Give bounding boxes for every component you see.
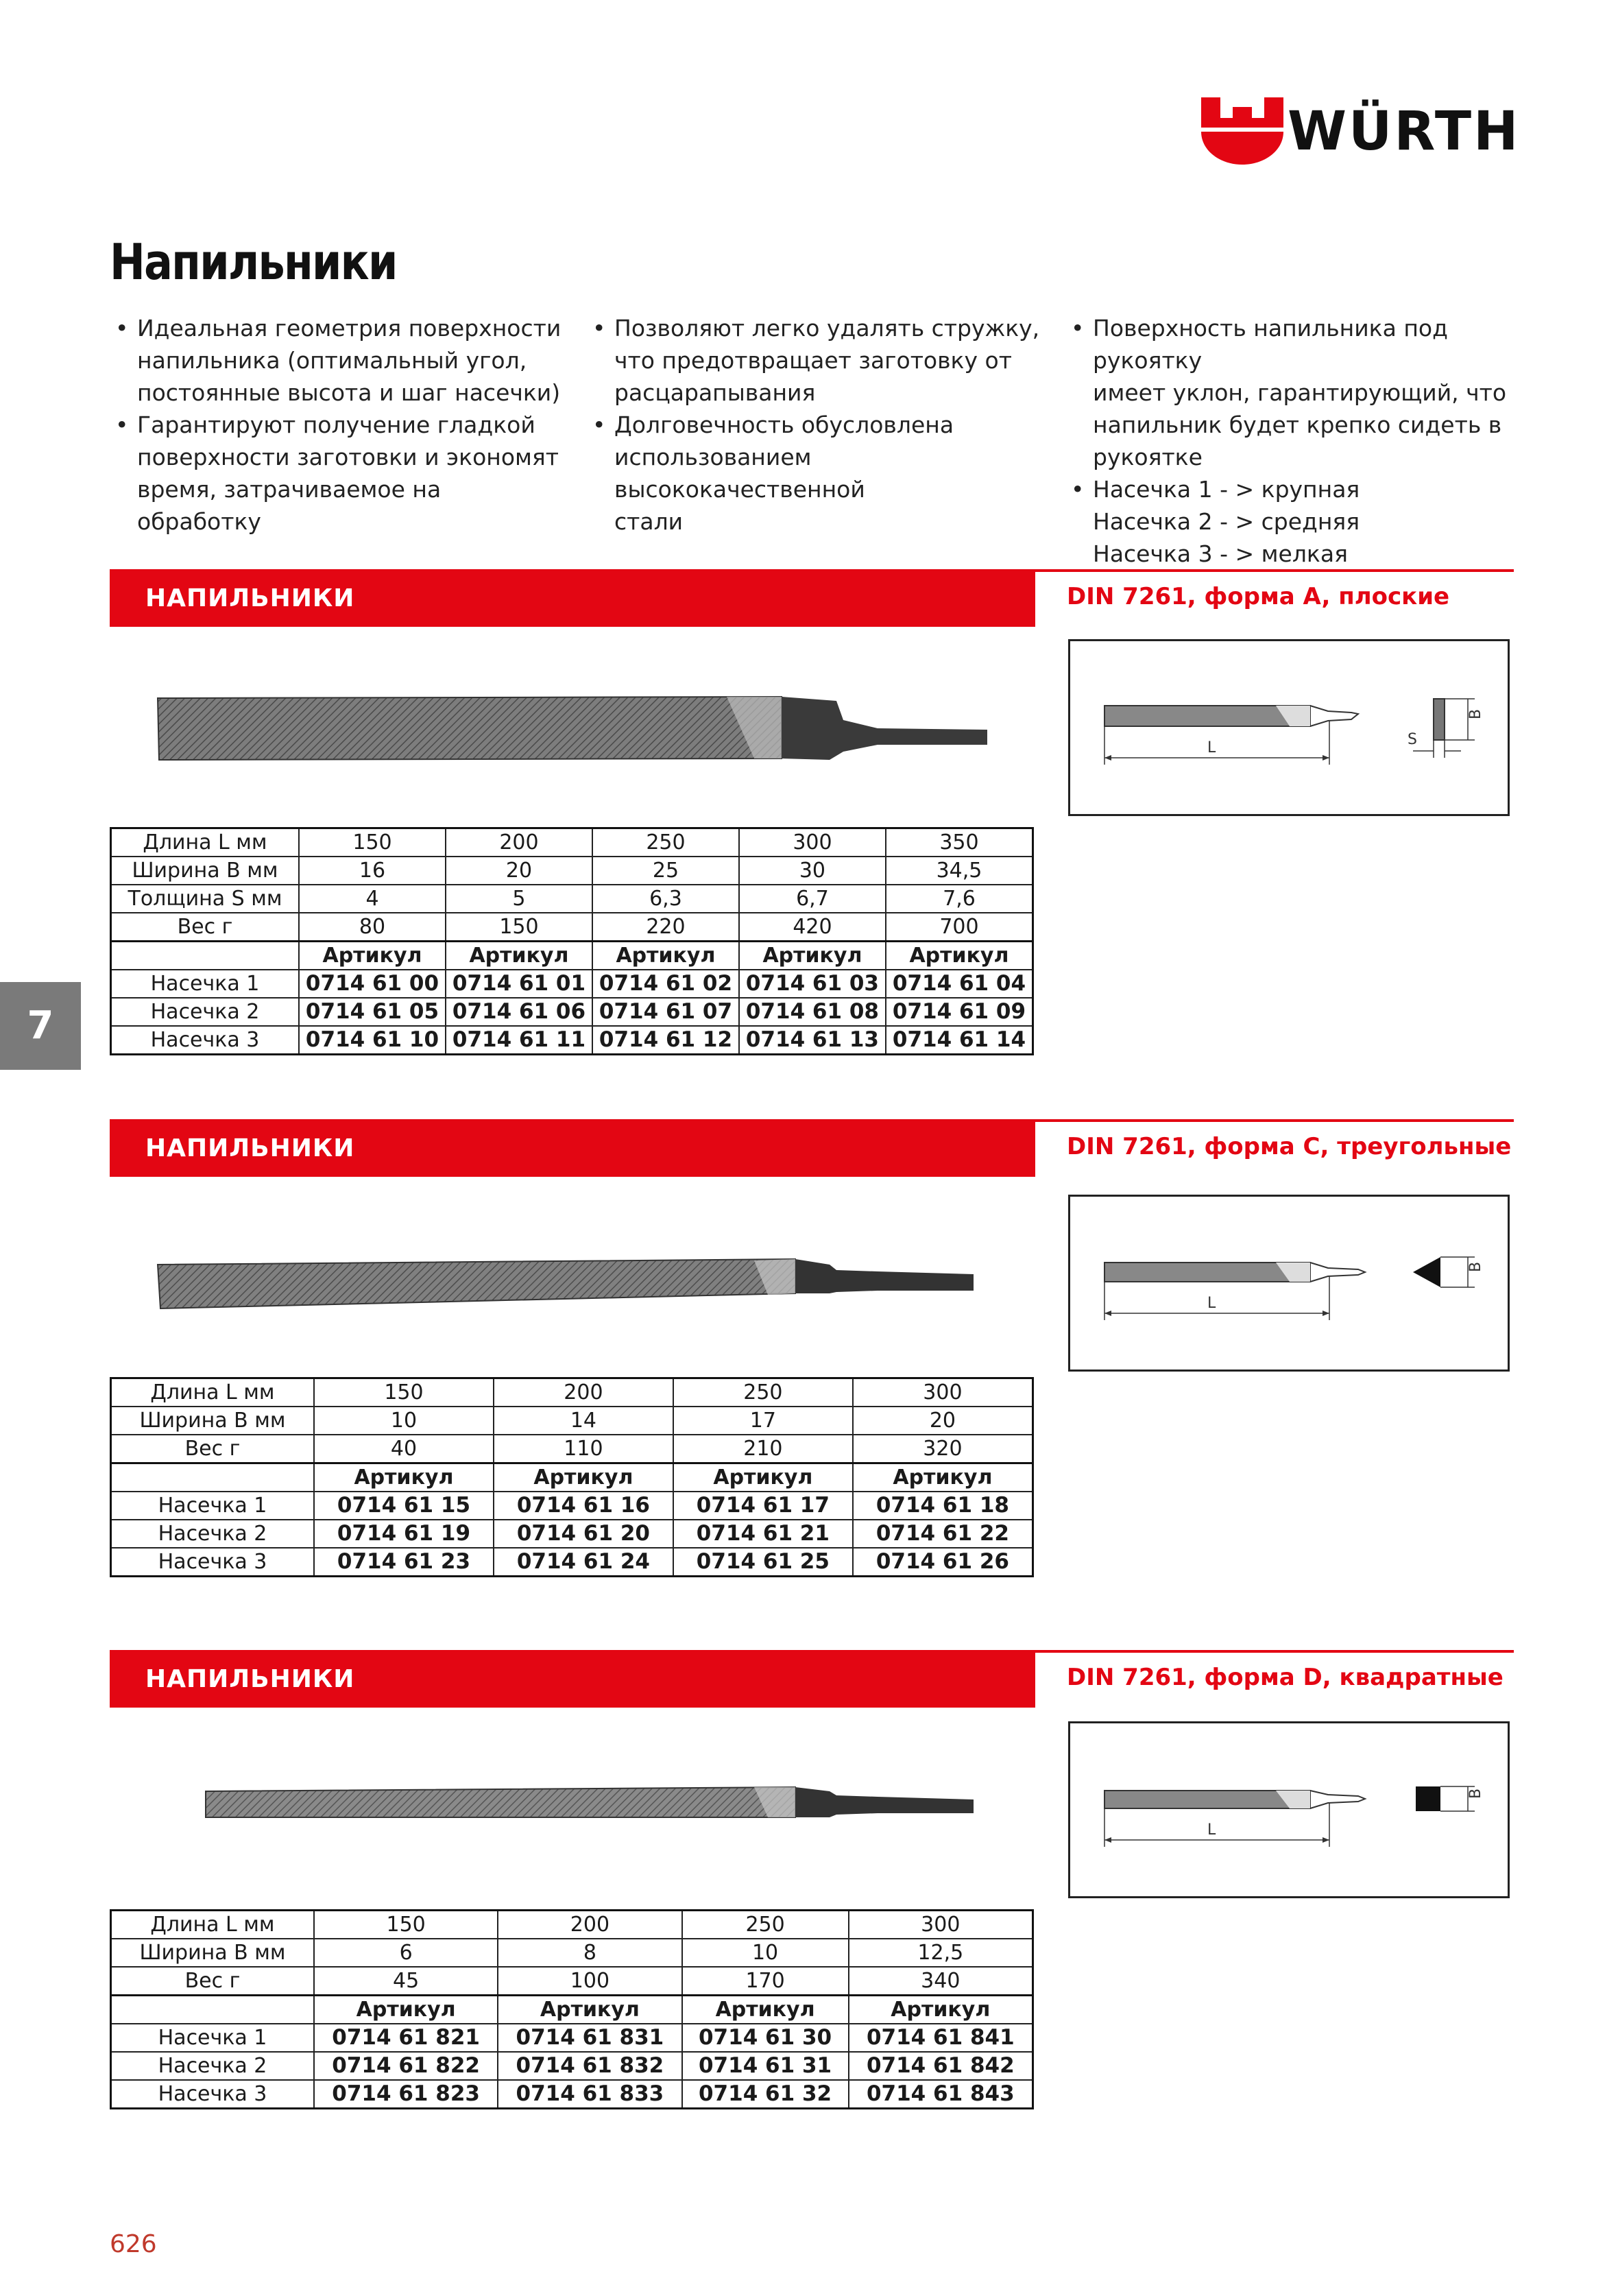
square-file-diagram-drawing bbox=[1070, 1723, 1508, 1896]
spec-value: 320 bbox=[853, 1435, 1033, 1463]
article-code: 0714 61 31 bbox=[682, 2052, 849, 2080]
article-code: 0714 61 14 bbox=[886, 1026, 1033, 1055]
intro-bullet: • Идеальная геометрия поверхности bbox=[115, 312, 568, 344]
intro-column-1 bbox=[115, 312, 568, 538]
spec-value: 7,6 bbox=[886, 885, 1033, 913]
spec-value: 12,5 bbox=[849, 1939, 1033, 1967]
row-label: Вес г bbox=[111, 913, 300, 942]
article-code: 0714 61 32 bbox=[682, 2080, 849, 2109]
article-code: 0714 61 823 bbox=[314, 2080, 498, 2109]
length-label: L bbox=[1207, 1821, 1216, 1839]
row-label: Длина L мм bbox=[111, 1378, 315, 1407]
flat-file-diagram bbox=[1068, 639, 1510, 816]
section-norm: DIN 7261, форма D, квадратные bbox=[1067, 1664, 1504, 1691]
spec-value: 25 bbox=[592, 857, 739, 885]
spec-value: 14 bbox=[494, 1407, 673, 1435]
table-row bbox=[111, 1492, 1033, 1520]
row-label-empty bbox=[111, 1463, 315, 1492]
spec-value: 700 bbox=[886, 913, 1033, 942]
spec-value: 5 bbox=[446, 885, 592, 913]
triangular-files-table bbox=[110, 1377, 1034, 1577]
article-code: 0714 61 13 bbox=[739, 1026, 886, 1055]
intro-bullet-continuation: расцарапывания bbox=[614, 379, 816, 406]
article-code: 0714 61 20 bbox=[494, 1520, 673, 1548]
row-label: Насечка 2 bbox=[111, 2052, 315, 2080]
article-code: 0714 61 02 bbox=[592, 970, 739, 998]
article-code: 0714 61 11 bbox=[446, 1026, 592, 1055]
spec-value: 20 bbox=[446, 857, 592, 885]
article-code: 0714 61 04 bbox=[886, 970, 1033, 998]
spec-value: 300 bbox=[853, 1378, 1033, 1407]
article-header: Артикул bbox=[886, 942, 1033, 970]
chapter-tab bbox=[0, 982, 81, 1070]
spec-value: 4 bbox=[299, 885, 446, 913]
square-files-table bbox=[110, 1909, 1034, 2109]
spec-value: 20 bbox=[853, 1407, 1033, 1435]
section-bar-label: НАПИЛЬНИКИ bbox=[145, 584, 355, 612]
row-label: Насечка 3 bbox=[111, 1026, 300, 1055]
section-bar bbox=[110, 1650, 1035, 1708]
chapter-tab-number: 7 bbox=[27, 1003, 54, 1048]
spec-value: 16 bbox=[299, 857, 446, 885]
spec-value: 300 bbox=[739, 828, 886, 857]
table-row bbox=[111, 828, 1033, 857]
wurth-logo-text: WÜRTH bbox=[1288, 101, 1521, 163]
square-file-photo bbox=[151, 1746, 1042, 1876]
table-row bbox=[111, 857, 1033, 885]
intro-bullet-continuation: стали bbox=[614, 508, 684, 535]
table-row bbox=[111, 970, 1033, 998]
article-code: 0714 61 821 bbox=[314, 2024, 498, 2052]
article-code: 0714 61 12 bbox=[592, 1026, 739, 1055]
spec-value: 420 bbox=[739, 913, 886, 942]
article-code: 0714 61 16 bbox=[494, 1492, 673, 1520]
triangular-file-photo bbox=[151, 1222, 1042, 1352]
triangular-file-diagram-drawing bbox=[1070, 1197, 1508, 1370]
row-label: Насечка 1 bbox=[111, 970, 300, 998]
intro-bullet-continuation: напильника (оптимальный угол, bbox=[137, 347, 527, 374]
table-row bbox=[111, 1407, 1033, 1435]
article-code: 0714 61 833 bbox=[498, 2080, 681, 2109]
article-code: 0714 61 26 bbox=[853, 1548, 1033, 1577]
intro-bullet-continuation: использованием высококачественной bbox=[614, 444, 865, 503]
table-row bbox=[111, 998, 1033, 1026]
triangular-file-diagram bbox=[1068, 1195, 1510, 1372]
row-label: Ширина B мм bbox=[111, 857, 300, 885]
spec-value: 45 bbox=[314, 1967, 498, 1996]
article-code: 0714 61 07 bbox=[592, 998, 739, 1026]
article-code: 0714 61 822 bbox=[314, 2052, 498, 2080]
article-code: 0714 61 21 bbox=[673, 1520, 853, 1548]
article-code: 0714 61 18 bbox=[853, 1492, 1033, 1520]
article-header: Артикул bbox=[592, 942, 739, 970]
article-header: Артикул bbox=[446, 942, 592, 970]
spec-value: 150 bbox=[314, 1378, 494, 1407]
row-label: Вес г bbox=[111, 1435, 315, 1463]
intro-bullet: • Гарантируют получение гладкой bbox=[115, 409, 568, 441]
table-row bbox=[111, 2080, 1033, 2109]
table-row bbox=[111, 1939, 1033, 1967]
square-file-diagram bbox=[1068, 1721, 1510, 1898]
spec-value: 250 bbox=[673, 1378, 853, 1407]
intro-bullet-continuation: время, затрачиваемое на обработку bbox=[137, 476, 442, 535]
spec-value: 10 bbox=[682, 1939, 849, 1967]
article-header: Артикул bbox=[673, 1463, 853, 1492]
row-label: Вес г bbox=[111, 1967, 315, 1996]
spec-value: 170 bbox=[682, 1967, 849, 1996]
row-label: Насечка 2 bbox=[111, 1520, 315, 1548]
intro-bullet-continuation: что предотвращает заготовку от bbox=[614, 347, 1012, 374]
section-rule bbox=[1035, 1650, 1514, 1653]
section-bar-label: НАПИЛЬНИКИ bbox=[145, 1134, 355, 1162]
row-label: Насечка 2 bbox=[111, 998, 300, 1026]
section-norm: DIN 7261, форма C, треугольные bbox=[1067, 1133, 1512, 1160]
flat-file-diagram-drawing bbox=[1070, 641, 1508, 814]
width-label: B bbox=[1467, 1788, 1484, 1799]
spec-value: 150 bbox=[446, 913, 592, 942]
article-code: 0714 61 03 bbox=[739, 970, 886, 998]
section-bar bbox=[110, 569, 1035, 627]
article-code: 0714 61 25 bbox=[673, 1548, 853, 1577]
article-code: 0714 61 22 bbox=[853, 1520, 1033, 1548]
article-code: 0714 61 30 bbox=[682, 2024, 849, 2052]
spec-value: 10 bbox=[314, 1407, 494, 1435]
row-label: Насечка 1 bbox=[111, 2024, 315, 2052]
spec-value: 34,5 bbox=[886, 857, 1033, 885]
intro-bullet: • Долговечность обусловлена bbox=[592, 409, 1059, 441]
spec-value: 340 bbox=[849, 1967, 1033, 1996]
row-label-empty bbox=[111, 942, 300, 970]
article-code: 0714 61 24 bbox=[494, 1548, 673, 1577]
article-header: Артикул bbox=[498, 1996, 681, 2024]
width-label: B bbox=[1467, 1261, 1484, 1272]
spec-value: 300 bbox=[849, 1911, 1033, 1939]
thickness-label: S bbox=[1408, 731, 1417, 748]
spec-value: 200 bbox=[494, 1378, 673, 1407]
article-code: 0714 61 832 bbox=[498, 2052, 681, 2080]
row-label: Ширина B мм bbox=[111, 1939, 315, 1967]
table-row bbox=[111, 1435, 1033, 1463]
section-flat-files bbox=[110, 569, 1514, 1070]
article-code: 0714 61 843 bbox=[849, 2080, 1033, 2109]
intro-bullet-continuation: имеет уклон, гарантирующий, что bbox=[1093, 379, 1507, 406]
intro-bullet-continuation: поверхности заготовки и экономят bbox=[137, 444, 559, 470]
article-header-row bbox=[111, 1463, 1033, 1492]
spec-value: 17 bbox=[673, 1407, 853, 1435]
length-label: L bbox=[1207, 739, 1216, 756]
row-label: Ширина B мм bbox=[111, 1407, 315, 1435]
spec-value: 100 bbox=[498, 1967, 681, 1996]
spec-value: 8 bbox=[498, 1939, 681, 1967]
article-header: Артикул bbox=[849, 1996, 1033, 2024]
row-label: Длина L мм bbox=[111, 1911, 315, 1939]
article-code: 0714 61 23 bbox=[314, 1548, 494, 1577]
spec-value: 210 bbox=[673, 1435, 853, 1463]
article-code: 0714 61 09 bbox=[886, 998, 1033, 1026]
article-header: Артикул bbox=[494, 1463, 673, 1492]
intro-bullet-continuation: Насечка 3 - > мелкая bbox=[1093, 540, 1348, 567]
spec-value: 40 bbox=[314, 1435, 494, 1463]
spec-value: 110 bbox=[494, 1435, 673, 1463]
article-code: 0714 61 842 bbox=[849, 2052, 1033, 2080]
spec-value: 250 bbox=[592, 828, 739, 857]
article-code: 0714 61 10 bbox=[299, 1026, 446, 1055]
intro-bullet-continuation: рукоятке bbox=[1093, 444, 1203, 470]
table-row bbox=[111, 2024, 1033, 2052]
table-row bbox=[111, 1548, 1033, 1577]
spec-value: 150 bbox=[299, 828, 446, 857]
row-label: Насечка 3 bbox=[111, 1548, 315, 1577]
article-header: Артикул bbox=[682, 1996, 849, 2024]
row-label-empty bbox=[111, 1996, 315, 2024]
table-row bbox=[111, 2052, 1033, 2080]
width-label: B bbox=[1467, 708, 1484, 719]
length-label: L bbox=[1207, 1295, 1216, 1312]
section-triangular-files bbox=[110, 1119, 1514, 1599]
table-row bbox=[111, 1911, 1033, 1939]
table-row bbox=[111, 1026, 1033, 1055]
article-code: 0714 61 08 bbox=[739, 998, 886, 1026]
wurth-logo bbox=[1201, 97, 1523, 165]
article-header: Артикул bbox=[739, 942, 886, 970]
article-code: 0714 61 17 bbox=[673, 1492, 853, 1520]
intro-bullet-continuation: Насечка 2 - > средняя bbox=[1093, 508, 1360, 535]
spec-value: 200 bbox=[446, 828, 592, 857]
spec-value: 6,3 bbox=[592, 885, 739, 913]
intro-bullet-continuation: напильник будет крепко сидеть в bbox=[1093, 411, 1502, 438]
article-header: Артикул bbox=[314, 1463, 494, 1492]
page-title: Напильники bbox=[110, 233, 397, 291]
table-row bbox=[111, 1520, 1033, 1548]
intro-column-2 bbox=[592, 312, 1059, 538]
spec-value: 6 bbox=[314, 1939, 498, 1967]
spec-value: 80 bbox=[299, 913, 446, 942]
row-label: Длина L мм bbox=[111, 828, 300, 857]
section-bar-label: НАПИЛЬНИКИ bbox=[145, 1665, 355, 1693]
table-row bbox=[111, 913, 1033, 942]
row-label: Толщина S мм bbox=[111, 885, 300, 913]
row-label: Насечка 1 bbox=[111, 1492, 315, 1520]
table-row bbox=[111, 1378, 1033, 1407]
intro-bullet: • Насечка 1 - > крупная bbox=[1071, 473, 1537, 505]
intro-bullet: • Позволяют легко удалять стружку, bbox=[592, 312, 1059, 344]
article-code: 0714 61 01 bbox=[446, 970, 592, 998]
intro-bullet: • Поверхность напильника под рукоятку bbox=[1071, 312, 1537, 376]
spec-value: 350 bbox=[886, 828, 1033, 857]
article-header: Артикул bbox=[299, 942, 446, 970]
table-row bbox=[111, 1967, 1033, 1996]
wurth-logo-mark bbox=[1201, 97, 1283, 165]
article-header-row bbox=[111, 1996, 1033, 2024]
spec-value: 250 bbox=[682, 1911, 849, 1939]
article-code: 0714 61 05 bbox=[299, 998, 446, 1026]
article-code: 0714 61 15 bbox=[314, 1492, 494, 1520]
flat-file-photo bbox=[151, 669, 1042, 800]
spec-value: 150 bbox=[314, 1911, 498, 1939]
section-bar bbox=[110, 1119, 1035, 1177]
page-number: 626 bbox=[110, 2230, 157, 2258]
section-rule bbox=[1035, 1119, 1514, 1122]
article-code: 0714 61 00 bbox=[299, 970, 446, 998]
article-header: Артикул bbox=[853, 1463, 1033, 1492]
article-code: 0714 61 841 bbox=[849, 2024, 1033, 2052]
section-square-files bbox=[110, 1650, 1514, 2130]
row-label: Насечка 3 bbox=[111, 2080, 315, 2109]
spec-value: 6,7 bbox=[739, 885, 886, 913]
spec-value: 200 bbox=[498, 1911, 681, 1939]
spec-value: 220 bbox=[592, 913, 739, 942]
article-code: 0714 61 06 bbox=[446, 998, 592, 1026]
section-rule bbox=[1035, 569, 1514, 572]
intro-column-3 bbox=[1071, 312, 1537, 570]
article-header: Артикул bbox=[314, 1996, 498, 2024]
article-code: 0714 61 831 bbox=[498, 2024, 681, 2052]
section-norm: DIN 7261, форма A, плоские bbox=[1067, 583, 1450, 610]
table-row bbox=[111, 885, 1033, 913]
intro-bullet-continuation: постоянные высота и шаг насечки) bbox=[137, 379, 561, 406]
spec-value: 30 bbox=[739, 857, 886, 885]
article-code: 0714 61 19 bbox=[314, 1520, 494, 1548]
article-header-row bbox=[111, 942, 1033, 970]
flat-files-table bbox=[110, 827, 1034, 1055]
